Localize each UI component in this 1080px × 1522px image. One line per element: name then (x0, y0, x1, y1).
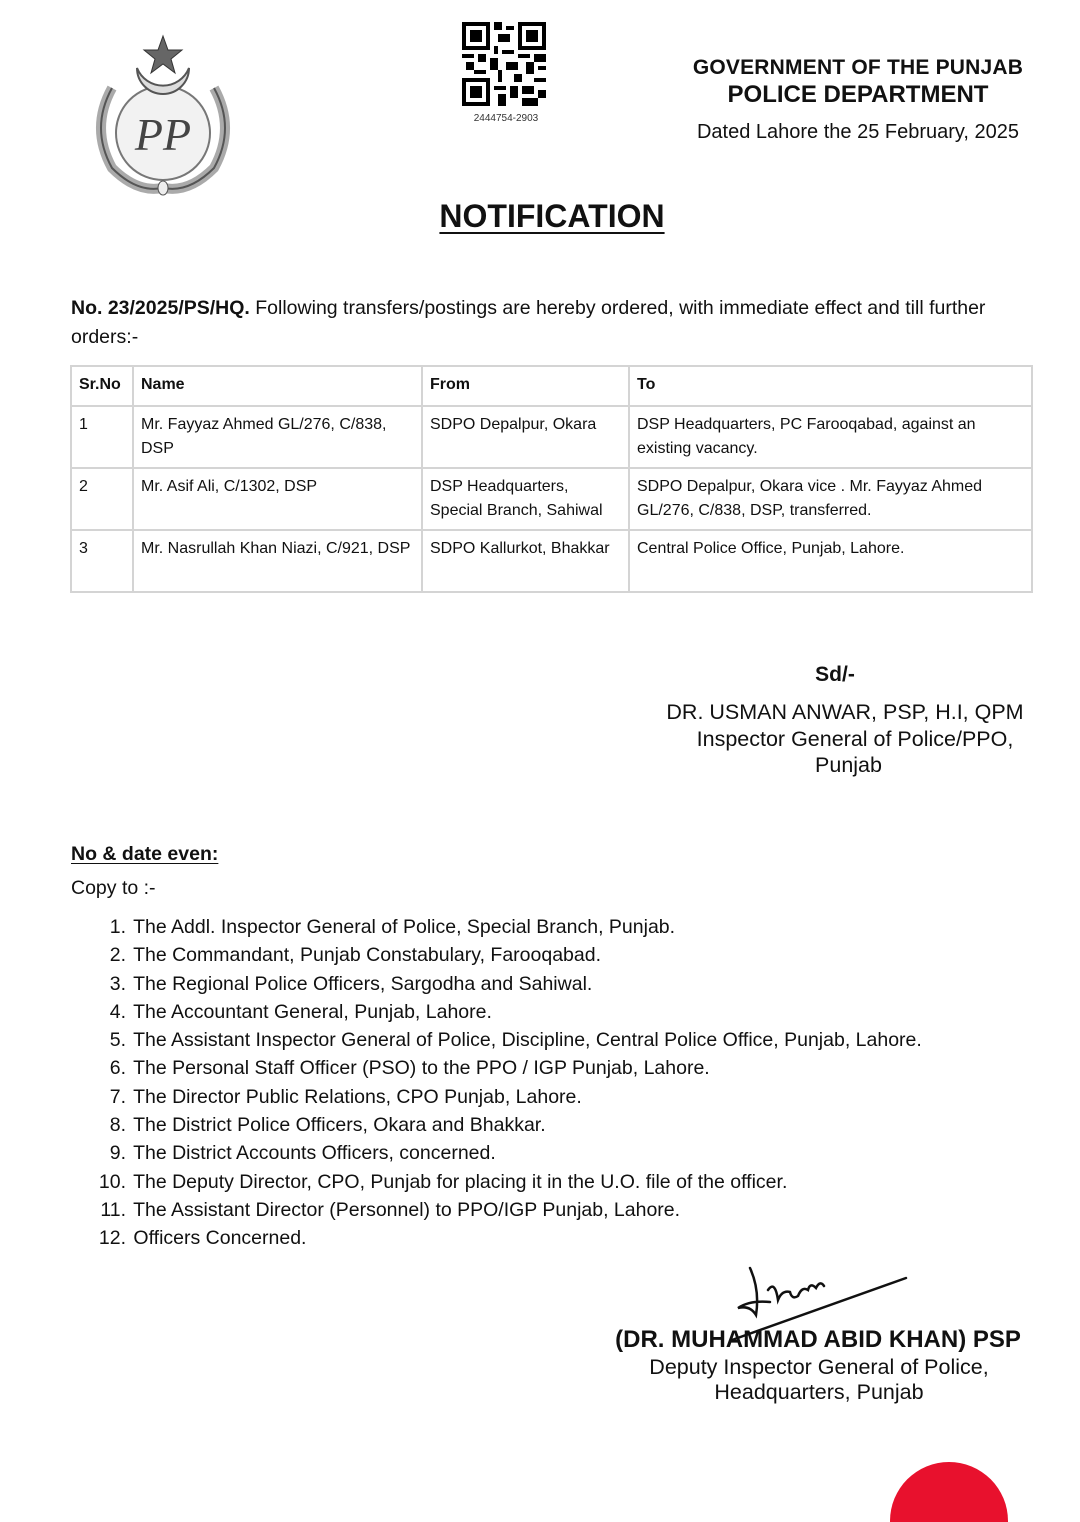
column-header-name: Name (133, 366, 422, 406)
table-header-row (71, 366, 1032, 406)
handwritten-signature-icon (720, 1260, 920, 1350)
cell-from: DSP Headquarters, Special Branch, Sahiwal (422, 468, 629, 530)
table-row (71, 468, 1032, 530)
list-item: 11. The Assistant Director (Personnel) to PPO/IGP Punjab, Lahore. (100, 1198, 681, 1221)
list-item: 1. The Addl. Inspector General of Police, Special Branch, Punjab. (109, 916, 676, 938)
list-item: 6. The Personal Staff Officer (PSO) to the PPO / IGP Punjab, Lahore. (109, 1057, 710, 1080)
copy-to-label: Copy to :- (71, 877, 156, 899)
red-seal-icon (890, 1462, 1008, 1522)
list-item: 10. The Deputy Director, CPO, Punjab for placing it in the U.O. file of the officer. (98, 1170, 788, 1193)
copy-recipients-list (94, 913, 922, 1253)
svg-text:PP: PP (134, 109, 192, 160)
list-item: 9. The District Accounts Officers, concerned. (109, 1142, 496, 1165)
list-item: 3. The Regional Police Officers, Sargodha and Sahiwal. (109, 972, 593, 995)
igp-place: Punjab (815, 753, 882, 777)
column-header-sr-no: Sr.No (71, 366, 133, 406)
qr-reference-number: 2444754-2903 (473, 113, 539, 124)
column-header-to: To (629, 366, 1032, 406)
list-item: 7. The Director Public Relations, CPO Punjab, Lahore. (109, 1085, 582, 1108)
cell-name: Mr. Nasrullah Khan Niazi, C/921, DSP (133, 530, 422, 592)
list-item: 2. The Commandant, Punjab Constabulary, Farooqabad. (109, 944, 601, 967)
list-item: 4. The Accountant General, Punjab, Lahore. (109, 1000, 492, 1023)
igp-name: DR. USMAN ANWAR, PSP, H.I, QPM (666, 700, 1024, 724)
cell-from: SDPO Depalpur, Okara (422, 406, 629, 468)
cell-from: SDPO Kallurkot, Bhakkar (422, 530, 629, 592)
table-row (71, 530, 1032, 592)
list-item: 8. The District Police Officers, Okara and Bhakkar. (109, 1114, 546, 1137)
transfers-table (70, 365, 1033, 593)
dig-name: (DR. MUHAMMAD ABID KHAN) PSP (615, 1326, 1021, 1353)
cell-sr-no: 3 (71, 530, 133, 592)
department-heading: POLICE DEPARTMENT (727, 81, 989, 108)
list-item: 5. The Assistant Inspector General of Police, Discipline, Central Police Office, Punjab, Lahore. (109, 1029, 922, 1052)
no-date-even-heading: No & date even: (71, 843, 219, 865)
cell-sr-no: 2 (71, 468, 133, 530)
dig-place: Headquarters, Punjab (714, 1380, 924, 1404)
intro-text: Following transfers/postings are hereby ordered, with immediate effect and till further orders:- (71, 297, 986, 348)
signed-mark: Sd/- (815, 663, 855, 686)
cell-name: Mr. Asif Ali, C/1302, DSP (133, 468, 422, 530)
igp-designation: Inspector General of Police/PPO, (696, 727, 1014, 751)
column-header-from: From (422, 366, 629, 406)
punjab-police-crest-icon (82, 28, 244, 198)
dig-designation: Deputy Inspector General of Police, (649, 1355, 989, 1379)
table-row (71, 406, 1032, 468)
cell-to: DSP Headquarters, PC Farooqabad, against an existing vacancy. (629, 406, 1032, 468)
cell-to: SDPO Depalpur, Okara vice . Mr. Fayyaz Ahmed GL/276, C/838, DSP, transferred. (629, 468, 1032, 530)
list-item: 12. Officers Concerned. (98, 1227, 307, 1250)
government-heading: GOVERNMENT OF THE PUNJAB (692, 56, 1024, 79)
page-title (0, 198, 1080, 235)
qr-code-icon (462, 22, 546, 106)
notification-number: No. 23/2025/PS/HQ. (71, 297, 250, 319)
cell-name: Mr. Fayyaz Ahmed GL/276, C/838, DSP (133, 406, 422, 468)
cell-to: Central Police Office, Punjab, Lahore. (629, 530, 1032, 592)
dated-line: Dated Lahore the 25 February, 2025 (696, 121, 1020, 143)
cell-sr-no: 1 (71, 406, 133, 468)
title-text: NOTIFICATION (439, 198, 665, 234)
intro-paragraph (71, 294, 1031, 352)
